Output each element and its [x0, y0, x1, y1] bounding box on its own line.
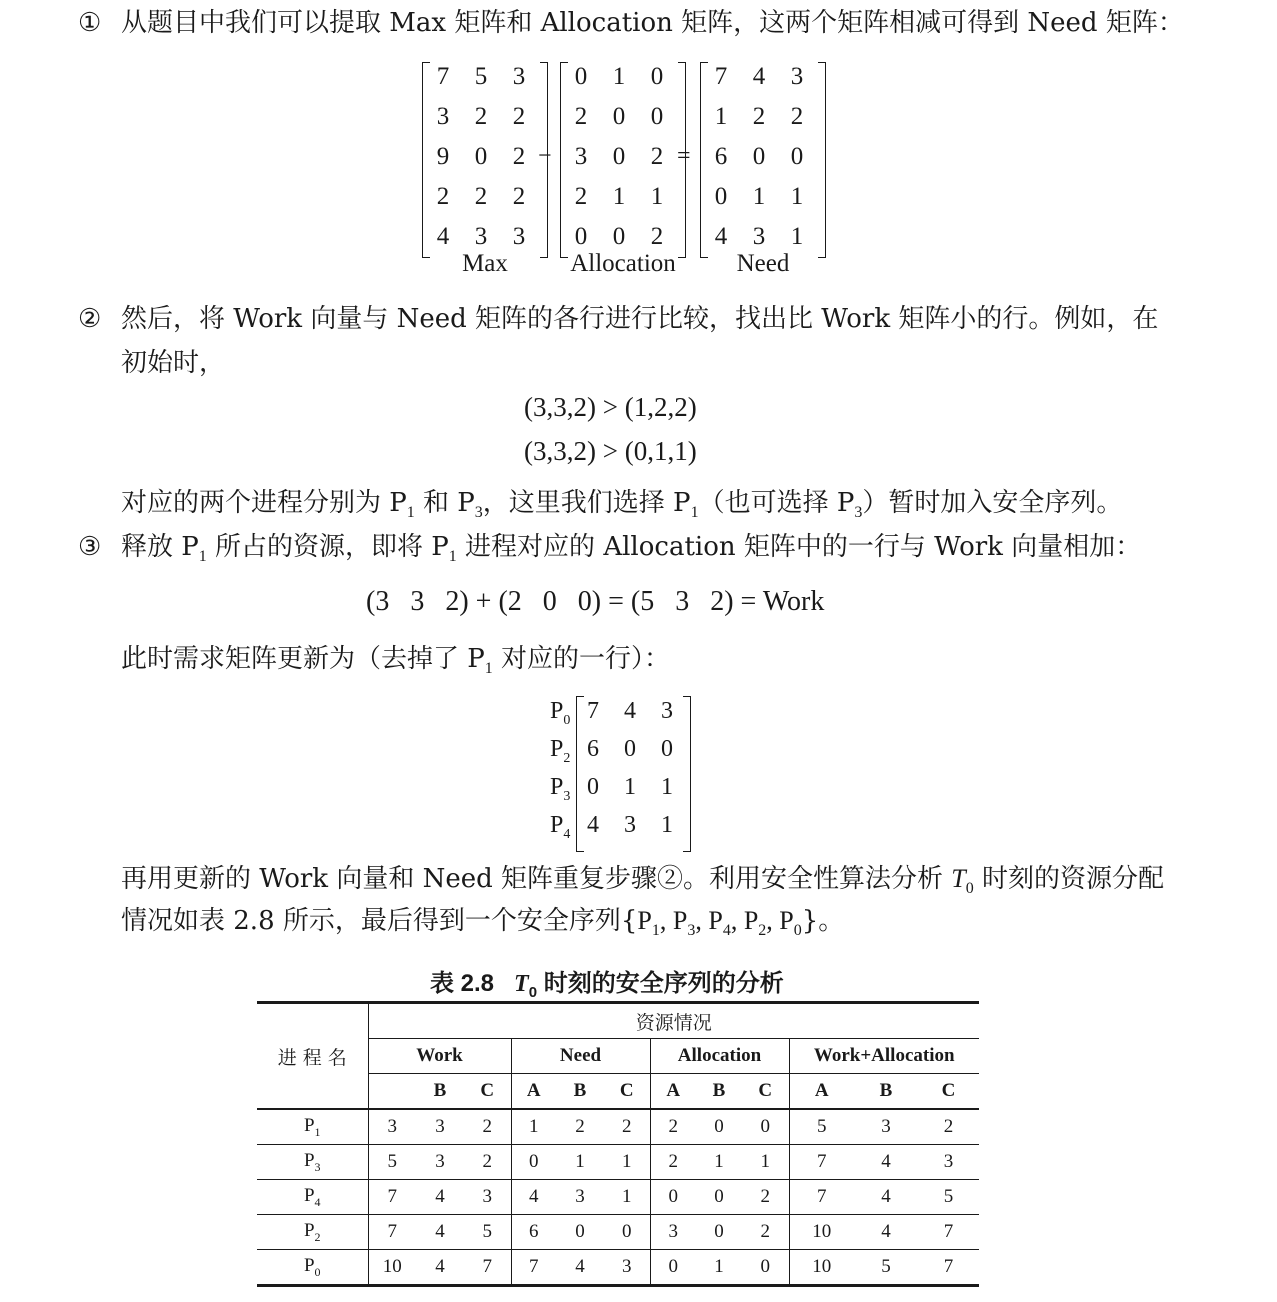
sub-header: B	[433, 1080, 447, 1101]
step3-marker: ③	[78, 532, 102, 562]
matrix-cell: 2	[436, 183, 450, 210]
value-cell: 0	[511, 1145, 556, 1180]
matrix-cell: 3	[752, 223, 766, 250]
process-cell: $P_3$	[303, 1149, 321, 1174]
matrix-cell: 3	[624, 812, 636, 838]
work-sum-equation: (3 3 2) + (2 0 0) = (5 3 2) = Work	[366, 586, 825, 617]
matrix-cell: 7	[714, 63, 728, 90]
sub-header: C	[941, 1080, 956, 1101]
matrix-cell: 1	[661, 774, 673, 800]
table-row	[257, 1250, 979, 1286]
step2-marker: ②	[78, 304, 102, 334]
matrix-cell: 2	[752, 103, 766, 130]
sub-header: A	[789, 1074, 854, 1110]
value-cell: 0	[575, 1221, 585, 1242]
value-cell: 2	[760, 1221, 770, 1242]
sub-header: B	[879, 1080, 893, 1101]
matrix-cell: 0	[587, 774, 599, 800]
step2-note: 对应的两个进程分别为 $P_1$ 和 $P_3$，这里我们选择 $P_1$（也可选择 $P_3$）暂时加入安全序列。	[121, 488, 1123, 522]
comparison-2: (3,3,2) > (0,1,1)	[524, 436, 697, 466]
matrix-cell: 0	[612, 143, 626, 170]
value-cell: 3	[650, 1215, 696, 1250]
value-cell: 4	[881, 1221, 891, 1242]
safety-analysis-table	[257, 1001, 979, 1287]
value-cell: 10	[789, 1250, 854, 1286]
value-cell: 1	[575, 1151, 585, 1172]
process-label: $P_3$	[550, 774, 571, 804]
value-cell: 1	[714, 1151, 724, 1172]
equals-sign: =	[677, 143, 691, 169]
value-cell: 0	[714, 1186, 724, 1207]
matrix-cell: 0	[661, 736, 673, 762]
sub-header: C	[619, 1080, 634, 1101]
table-row	[257, 1180, 979, 1215]
matrix-cell: 3	[512, 63, 526, 90]
value-cell: 0	[714, 1221, 724, 1242]
group-header: Allocation	[650, 1039, 789, 1074]
matrix-cell: 1	[624, 774, 636, 800]
process-cell: $P_0$	[303, 1254, 321, 1279]
matrix-cell: 0	[612, 103, 626, 130]
matrix-bracket-right	[818, 62, 826, 258]
matrix-cell: 0	[474, 143, 488, 170]
matrix-cell: 2	[474, 103, 488, 130]
matrix-cell: 3	[512, 223, 526, 250]
value-cell: 2	[482, 1116, 492, 1137]
matrix-cell: 1	[790, 223, 804, 250]
process-label: $P_2$	[550, 736, 571, 766]
matrix-cell: 7	[587, 698, 599, 724]
value-cell: 0	[622, 1221, 632, 1242]
value-cell: 1	[760, 1151, 770, 1172]
value-cell: 2	[482, 1151, 492, 1172]
value-cell: 0	[760, 1116, 770, 1137]
value-cell: 0	[650, 1250, 696, 1286]
matrix-cell: 6	[714, 143, 728, 170]
table-row	[257, 1109, 979, 1145]
sub-header: B	[573, 1080, 587, 1101]
matrix-cell: 1	[752, 183, 766, 210]
value-cell: 2	[622, 1116, 632, 1137]
value-cell: 5	[789, 1109, 854, 1145]
value-cell: 7	[482, 1256, 492, 1277]
value-cell: 4	[881, 1186, 891, 1207]
step3-text: 释放 $P_1$ 所占的资源，即将 $P_1$ 进程对应的 Allocation 矩阵中的一行与 Work 向量相加：	[121, 532, 1142, 566]
process-cell: $P_2$	[303, 1219, 321, 1244]
comparison-1: (3,3,2) > (1,2,2)	[524, 392, 697, 422]
matrix-cell: 2	[790, 103, 804, 130]
matrix-cell: 3	[436, 103, 450, 130]
sub-header: B	[712, 1080, 726, 1101]
process-label: $P_0$	[550, 698, 571, 728]
value-cell: 7	[789, 1180, 854, 1215]
sub-header: C	[758, 1080, 773, 1101]
value-cell: 5	[943, 1186, 954, 1207]
value-cell: 1	[714, 1256, 724, 1277]
matrix-cell: 4	[436, 223, 450, 250]
matrix-label-allocation: Allocation	[570, 250, 676, 277]
step1-text: 从题目中我们可以提取 Max 矩阵和 Allocation 矩阵，这两个矩阵相减可得到 Need 矩阵：	[121, 8, 1184, 38]
value-cell: 1	[622, 1151, 632, 1172]
group-header: Work	[368, 1039, 511, 1074]
matrix-cell: 1	[714, 103, 728, 130]
value-cell: 2	[650, 1109, 696, 1145]
matrix-cell: 4	[624, 698, 636, 724]
matrix-cell: 3	[661, 698, 673, 724]
group-header: Work+Allocation	[789, 1039, 979, 1074]
step1-marker: ①	[78, 8, 102, 38]
value-cell: 10	[789, 1215, 854, 1250]
matrix-label-need: Need	[736, 250, 790, 277]
value-cell: 3	[575, 1186, 585, 1207]
value-cell: 4	[435, 1186, 445, 1207]
matrix-cell: 9	[436, 143, 450, 170]
header-process: 进 程 名	[257, 1003, 368, 1110]
value-cell: 2	[760, 1186, 770, 1207]
safe-sequence: $P_1$, $P_3$, $P_4$, $P_2$, $P_0$	[637, 906, 802, 940]
value-cell: 0	[714, 1116, 724, 1137]
value-cell: 2	[575, 1116, 585, 1137]
matrix-cell: 0	[612, 223, 626, 250]
matrix-cell: 3	[474, 223, 488, 250]
matrix-bracket-right	[683, 696, 691, 852]
value-cell: 5	[881, 1256, 891, 1277]
minus-sign: −	[538, 143, 552, 169]
value-cell: 5	[482, 1221, 492, 1242]
matrix-cell: 1	[790, 183, 804, 210]
value-cell: 7	[789, 1145, 854, 1180]
value-cell: 3	[943, 1151, 954, 1172]
matrix-cell: 0	[650, 63, 664, 90]
matrix-cell: 1	[661, 812, 673, 838]
conclusion-line1: 再用更新的 Work 向量和 Need 矩阵重复步骤②。利用安全性算法分析 $T_0$ 时刻的资源分配	[121, 864, 1165, 898]
value-cell: 7	[368, 1215, 416, 1250]
sub-header: C	[480, 1080, 495, 1101]
matrix-cell: 1	[612, 183, 626, 210]
matrix-cell: 0	[574, 223, 588, 250]
matrix-cell: 2	[574, 183, 588, 210]
process-cell: $P_4$	[303, 1184, 321, 1209]
value-cell: 4	[435, 1221, 445, 1242]
update-text: 此时需求矩阵更新为（去掉了 $P_1$ 对应的一行）：	[121, 644, 671, 678]
matrix-cell: 1	[612, 63, 626, 90]
sub-header: A	[511, 1074, 556, 1110]
value-cell: 3	[368, 1109, 416, 1145]
value-cell: 6	[511, 1215, 556, 1250]
matrix-cell: 2	[650, 223, 664, 250]
matrix-cell: 3	[574, 143, 588, 170]
matrix-cell: 2	[574, 103, 588, 130]
matrix-label-max: Max	[462, 250, 508, 277]
value-cell: 3	[435, 1151, 445, 1172]
table-row	[257, 1145, 979, 1180]
value-cell: 4	[575, 1256, 585, 1277]
process-label: $P_4$	[550, 812, 571, 842]
matrix-cell: 3	[790, 63, 804, 90]
group-header: Need	[511, 1039, 650, 1074]
value-cell: 3	[881, 1116, 891, 1137]
table-caption: 表 2.8 $T_0$ 时刻的安全序列的分析	[430, 970, 784, 1001]
matrix-cell: 2	[512, 143, 526, 170]
matrix-cell: 6	[587, 736, 599, 762]
matrix-cell: 2	[650, 143, 664, 170]
sub-header: A	[650, 1074, 696, 1110]
value-cell: 2	[650, 1145, 696, 1180]
matrix-cell: 2	[512, 103, 526, 130]
value-cell: 4	[881, 1151, 891, 1172]
sub-header	[368, 1074, 416, 1110]
value-cell: 7	[368, 1180, 416, 1215]
value-cell: 3	[435, 1116, 445, 1137]
matrix-cell: 2	[474, 183, 488, 210]
value-cell: 1	[511, 1109, 556, 1145]
matrix-cell: 0	[574, 63, 588, 90]
matrix-cell: 5	[474, 63, 488, 90]
matrix-cell: 4	[587, 812, 599, 838]
value-cell: 10	[368, 1250, 416, 1286]
matrix-cell: 0	[714, 183, 728, 210]
matrix-cell: 0	[752, 143, 766, 170]
value-cell: 0	[760, 1256, 770, 1277]
value-cell: 7	[511, 1250, 556, 1286]
matrix-cell: 7	[436, 63, 450, 90]
header-resources: 资源情况	[368, 1003, 979, 1039]
matrix-cell: 2	[512, 183, 526, 210]
matrix-cell: 4	[752, 63, 766, 90]
matrix-cell: 1	[650, 183, 664, 210]
process-cell: $P_1$	[303, 1114, 321, 1139]
matrix-cell: 4	[714, 223, 728, 250]
value-cell: 2	[943, 1116, 954, 1137]
matrix-cell: 0	[624, 736, 636, 762]
matrix-cell: 0	[790, 143, 804, 170]
value-cell: 4	[511, 1180, 556, 1215]
value-cell: 5	[368, 1145, 416, 1180]
step2-line2: 初始时，	[121, 348, 226, 378]
value-cell: 4	[435, 1256, 445, 1277]
matrix-cell: 0	[650, 103, 664, 130]
step2-line1: 然后，将 Work 向量与 Need 矩阵的各行进行比较，找出比 Work 矩阵小的行。例如，在	[121, 304, 1159, 334]
value-cell: 1	[622, 1186, 632, 1207]
value-cell: 3	[482, 1186, 492, 1207]
value-cell: 0	[650, 1180, 696, 1215]
value-cell: 7	[943, 1256, 954, 1277]
value-cell: 3	[622, 1256, 632, 1277]
table-row	[257, 1215, 979, 1250]
conclusion-line2: 情况如表 2.8 所示，最后得到一个安全序列{$P_1$, $P_3$, $P_4$, $P_2$, $P_0$}。	[121, 906, 845, 940]
value-cell: 7	[943, 1221, 954, 1242]
